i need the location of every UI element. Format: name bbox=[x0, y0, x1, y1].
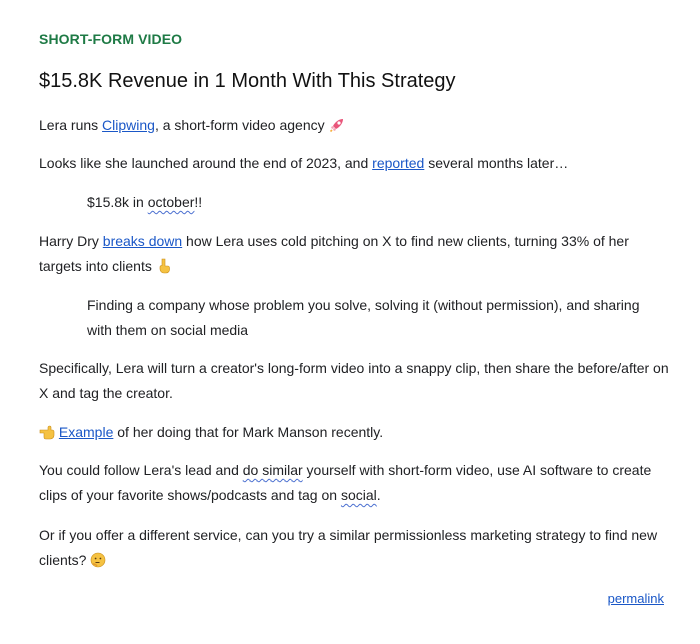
paragraph-example: Example of her doing that for Mark Manson recently. bbox=[39, 420, 383, 445]
spellcheck-word: october bbox=[147, 194, 195, 210]
quote-strategy: Finding a company whose problem you solve, solving it (without permission), and sharing with them on social media bbox=[87, 297, 640, 338]
rocket-icon bbox=[329, 117, 345, 133]
spellcheck-word: social bbox=[340, 487, 377, 503]
paragraph-question: Or if you offer a different service, can you try a similar permissionless marketing strategy to find new clients? bbox=[39, 527, 658, 568]
article-title: $15.8K Revenue in 1 Month With This Strategy bbox=[39, 70, 456, 92]
quote-revenue: $15.8k in october!! bbox=[87, 194, 203, 210]
paragraph-specifically: Specifically, Lera will turn a creator's long-form video into a snappy clip, then share the before/after on X and tag the creator. bbox=[39, 360, 669, 401]
permalink-link[interactable]: permalink bbox=[607, 591, 664, 606]
section-label: SHORT-FORM VIDEO bbox=[39, 31, 183, 47]
paragraph-launch: Looks like she launched around the end of 2023, and reported several months later… bbox=[39, 155, 569, 171]
breaks-down-link[interactable]: breaks down bbox=[102, 233, 183, 249]
paragraph-intro: Lera runs Clipwing, a short-form video agency bbox=[39, 113, 345, 138]
thinking-face-icon bbox=[90, 552, 106, 568]
spellcheck-phrase: do similar bbox=[242, 462, 303, 478]
paragraph-follow: You could follow Lera's lead and do similar yourself with short-form video, use AI software to create clips of your favorite shows/podcasts and tag on social. bbox=[39, 462, 652, 503]
pointing-down-hand-icon bbox=[156, 258, 172, 274]
pointing-right-hand-icon bbox=[39, 424, 55, 440]
example-link[interactable]: Example bbox=[58, 424, 114, 440]
clipwing-link[interactable]: Clipwing bbox=[102, 117, 155, 133]
paragraph-breakdown: Harry Dry breaks down how Lera uses cold pitching on X to find new clients, turning 33% of her targets into clients bbox=[39, 233, 629, 274]
reported-link[interactable]: reported bbox=[372, 155, 425, 171]
